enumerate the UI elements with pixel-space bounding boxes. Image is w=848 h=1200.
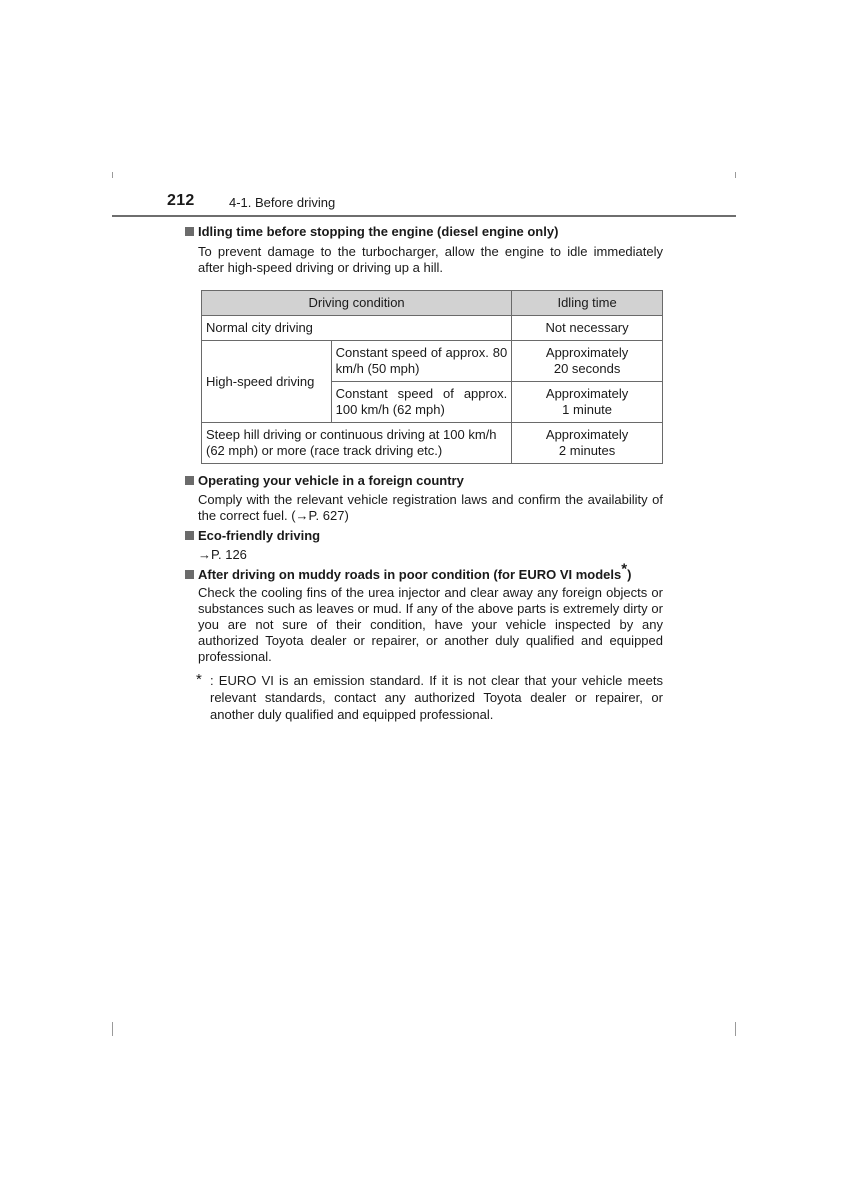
- table-row: [202, 341, 663, 382]
- section-body: Check the cooling fins of the urea injector and clear away any foreign objects or substances such as leaves or mud. If any of the above parts is extremely dirty or you are not sure of their condition, have your vehicle inspected by any authorized Toyota dealer or repairer, or another duly qualified and equipped professional.: [198, 585, 663, 664]
- header-rule: [112, 215, 736, 217]
- table-row: [202, 316, 663, 341]
- table-cell-time: [512, 423, 663, 464]
- crop-mark-bottom-left: [112, 1022, 113, 1036]
- table-cell-time: [512, 382, 663, 423]
- table-header-cell: Driving condition: [202, 291, 512, 316]
- page-reference: →P. 126: [198, 547, 247, 562]
- table-cell-condition: Normal city driving: [202, 316, 512, 341]
- table-cell-time: [512, 341, 663, 382]
- section-body: Comply with the relevant vehicle registration laws and confirm the availability of the correct fuel. (→P. 627): [198, 492, 663, 523]
- crop-mark-top-right: [735, 172, 736, 178]
- time-line: Approximately: [545, 427, 629, 442]
- table-header-row: [202, 291, 663, 316]
- footnote-text: : EURO VI is an emission standard. If it is not clear that your vehicle meets relevant standards, contact any authorized Toyota dealer or repairer, or another duly qualified and equipped professional.: [210, 673, 663, 722]
- page-header: [112, 188, 736, 218]
- table-row: [202, 423, 663, 464]
- page-number: 212: [167, 192, 195, 209]
- time-line: 20 seconds: [553, 361, 621, 376]
- section-title: 4-1. Before driving: [229, 195, 336, 210]
- table-cell-subcondition: Constant speed of approx. 80 km/h (50 mph): [331, 341, 512, 382]
- crop-mark-bottom-right: [735, 1022, 736, 1036]
- time-line: Approximately: [545, 386, 629, 401]
- section-heading: [185, 528, 663, 544]
- idling-time-table: [201, 290, 663, 464]
- page-content: [185, 224, 663, 723]
- table-cell-condition: Steep hill driving or continuous driving at 100 km/h (62 mph) or more (race track driving etc.): [202, 423, 512, 464]
- heading-text: Operating your vehicle in a foreign country: [198, 473, 464, 488]
- footnote-mark: *: [196, 671, 202, 688]
- table-cell-subcondition: Constant speed of approx. 100 km/h (62 mph): [331, 382, 512, 423]
- asterisk-mark: *: [621, 560, 628, 578]
- footnote: [196, 672, 663, 723]
- heading-text: Idling time before stopping the engine (diesel engine only): [198, 224, 559, 239]
- time-line: 1 minute: [562, 402, 613, 417]
- time-line: Approximately: [545, 345, 629, 360]
- square-bullet-icon: [185, 476, 194, 485]
- section-body: To prevent damage to the turbocharger, allow the engine to idle immediately after high-speed driving or driving up a hill.: [198, 244, 663, 275]
- heading-text: [198, 560, 632, 583]
- section-heading: [185, 560, 663, 583]
- section-heading: [185, 224, 663, 240]
- time-line: 2 minutes: [558, 443, 616, 458]
- table-cell-condition: High-speed driving: [202, 341, 332, 423]
- square-bullet-icon: [185, 227, 194, 236]
- section-heading: [185, 473, 663, 489]
- table-cell-time: Not necessary: [512, 316, 663, 341]
- square-bullet-icon: [185, 570, 194, 579]
- heading-suffix: ): [627, 567, 632, 582]
- heading-main: After driving on muddy roads in poor condition (for EURO VI models: [198, 567, 622, 582]
- crop-mark-top-left: [112, 172, 113, 178]
- square-bullet-icon: [185, 531, 194, 540]
- heading-text: Eco-friendly driving: [198, 528, 321, 543]
- table-header-cell: Idling time: [512, 291, 663, 316]
